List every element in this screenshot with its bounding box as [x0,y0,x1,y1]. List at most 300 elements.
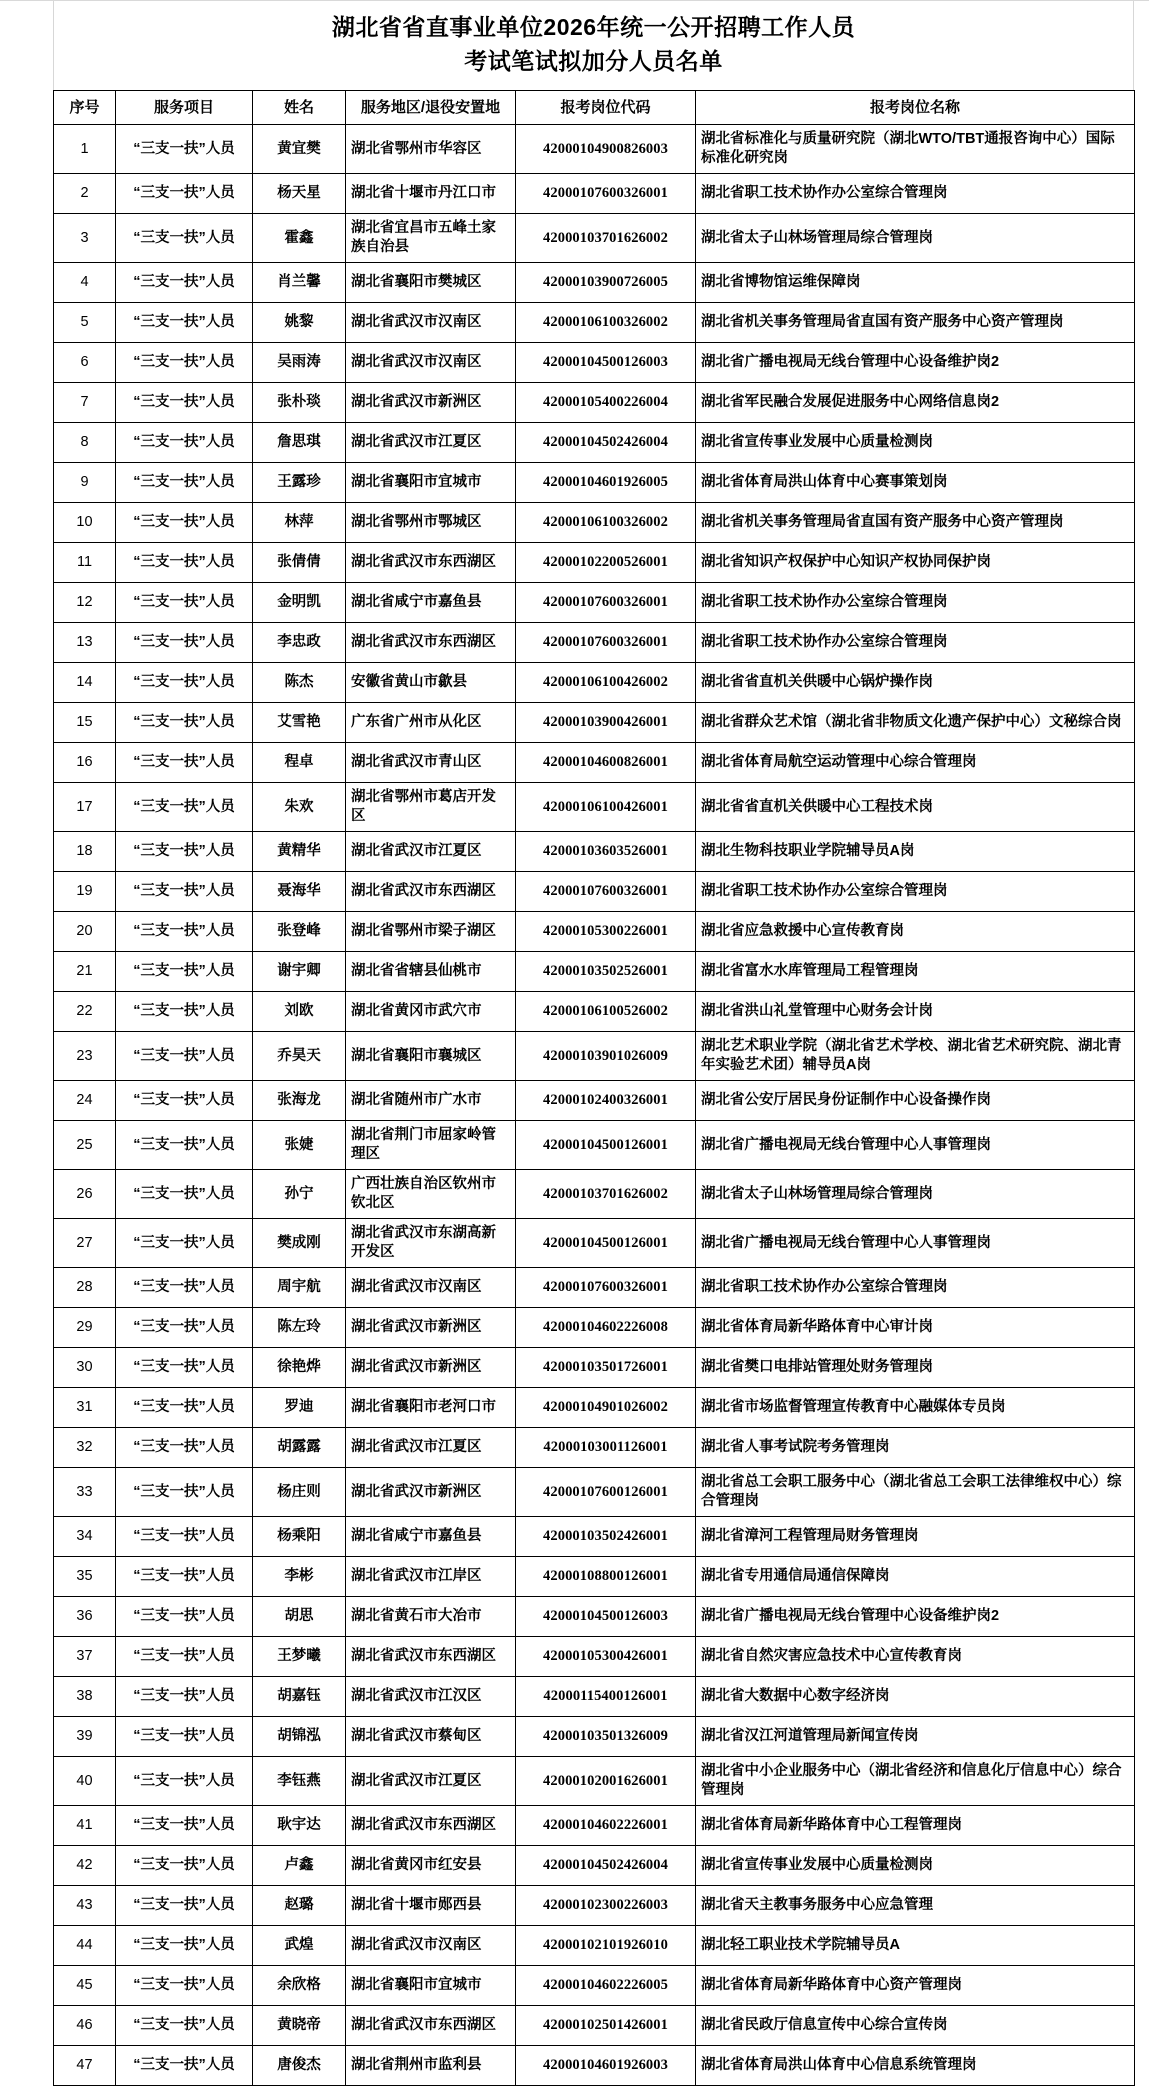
cell-region: 湖北省武汉市江夏区 [346,832,516,872]
table-row [54,703,1135,743]
cell-post: 湖北省省直机关供暖中心工程技术岗 [696,783,1135,832]
cell-region: 湖北省武汉市新洲区 [346,1348,516,1388]
cell-name: 陈左玲 [253,1308,346,1348]
cell-post: 湖北省广播电视局无线台管理中心人事管理岗 [696,1219,1135,1268]
column-header-program: 服务项目 [116,91,253,125]
table-row [54,872,1135,912]
cell-post: 湖北省职工技术协作办公室综合管理岗 [696,583,1135,623]
cell-index: 37 [54,1637,116,1677]
table-row [54,832,1135,872]
cell-region: 广西壮族自治区钦州市钦北区 [346,1170,516,1219]
cell-post: 湖北省民政厅信息宣传中心综合宣传岗 [696,2006,1135,2046]
cell-code: 42000106100326002 [516,303,696,343]
cell-name: 姚黎 [253,303,346,343]
cell-region: 湖北省武汉市东西湖区 [346,623,516,663]
cell-program: “三支一扶”人员 [116,1032,253,1081]
cell-post: 湖北省机关事务管理局省直国有资产服务中心资产管理岗 [696,303,1135,343]
cell-program: “三支一扶”人员 [116,832,253,872]
cell-program: “三支一扶”人员 [116,2046,253,2086]
table-row [54,1597,1135,1637]
cell-index: 33 [54,1468,116,1517]
cell-index: 38 [54,1677,116,1717]
cell-post: 湖北省洪山礼堂管理中心财务会计岗 [696,992,1135,1032]
cell-program: “三支一扶”人员 [116,1557,253,1597]
cell-program: “三支一扶”人员 [116,743,253,783]
cell-code: 42000104602226008 [516,1308,696,1348]
cell-program: “三支一扶”人员 [116,1348,253,1388]
cell-program: “三支一扶”人员 [116,1806,253,1846]
table-row [54,952,1135,992]
table-row [54,1637,1135,1677]
cell-program: “三支一扶”人员 [116,872,253,912]
cell-index: 9 [54,463,116,503]
cell-index: 25 [54,1121,116,1170]
cell-post: 湖北省专用通信局通信保障岗 [696,1557,1135,1597]
cell-post: 湖北省广播电视局无线台管理中心设备维护岗2 [696,343,1135,383]
cell-code: 42000104502426004 [516,1846,696,1886]
cell-code: 42000103901026009 [516,1032,696,1081]
cell-code: 42000104500126003 [516,1597,696,1637]
cell-program: “三支一扶”人员 [116,1308,253,1348]
table-row [54,1308,1135,1348]
cell-name: 李钰燕 [253,1757,346,1806]
cell-program: “三支一扶”人员 [116,174,253,214]
cell-program: “三支一扶”人员 [116,663,253,703]
cell-program: “三支一扶”人员 [116,1966,253,2006]
cell-code: 42000102300226003 [516,1886,696,1926]
cell-name: 杨乘阳 [253,1517,346,1557]
cell-post: 湖北省漳河工程管理局财务管理岗 [696,1517,1135,1557]
cell-code: 42000107600326001 [516,872,696,912]
page-title-line-2: 考试笔试拟加分人员名单 [464,48,723,74]
table-row [54,2006,1135,2046]
cell-program: “三支一扶”人员 [116,303,253,343]
table-row [54,1032,1135,1081]
cell-region: 湖北省武汉市江岸区 [346,1557,516,1597]
cell-program: “三支一扶”人员 [116,2006,253,2046]
table-row [54,1886,1135,1926]
table-row [54,1677,1135,1717]
cell-region: 湖北省黄石市大冶市 [346,1597,516,1637]
cell-post: 湖北省公安厅居民身份证制作中心设备操作岗 [696,1081,1135,1121]
cell-code: 42000105300226001 [516,912,696,952]
table-row [54,303,1135,343]
cell-program: “三支一扶”人员 [116,1268,253,1308]
cell-name: 肖兰馨 [253,263,346,303]
cell-program: “三支一扶”人员 [116,543,253,583]
cell-post: 湖北省军民融合发展促进服务中心网络信息岗2 [696,383,1135,423]
cell-code: 42000107600326001 [516,623,696,663]
column-header-name: 姓名 [253,91,346,125]
cell-index: 6 [54,343,116,383]
cell-program: “三支一扶”人员 [116,1637,253,1677]
cell-name: 林萍 [253,503,346,543]
table-row [54,214,1135,263]
cell-region: 湖北省襄阳市襄城区 [346,1032,516,1081]
cell-region: 湖北省宜昌市五峰土家族自治县 [346,214,516,263]
cell-index: 27 [54,1219,116,1268]
cell-code: 42000104500126001 [516,1219,696,1268]
cell-region: 湖北省荆州市监利县 [346,2046,516,2086]
cell-code: 42000107600326001 [516,174,696,214]
cell-name: 陈杰 [253,663,346,703]
cell-region: 湖北省武汉市汉南区 [346,303,516,343]
cell-post: 湖北省樊口电排站管理处财务管理岗 [696,1348,1135,1388]
cell-name: 胡露露 [253,1428,346,1468]
cell-region: 湖北省武汉市江夏区 [346,1428,516,1468]
cell-post: 湖北轻工职业技术学院辅导员A [696,1926,1135,1966]
cell-name: 王露珍 [253,463,346,503]
table-row [54,1557,1135,1597]
cell-name: 周宇航 [253,1268,346,1308]
cell-post: 湖北省广播电视局无线台管理中心人事管理岗 [696,1121,1135,1170]
cell-index: 1 [54,125,116,174]
cell-name: 谢宇卿 [253,952,346,992]
table-row [54,174,1135,214]
cell-code: 42000106100326002 [516,503,696,543]
cell-code: 42000104500126003 [516,343,696,383]
cell-region: 湖北省武汉市新洲区 [346,1308,516,1348]
cell-post: 湖北省广播电视局无线台管理中心设备维护岗2 [696,1597,1135,1637]
cell-name: 卢鑫 [253,1846,346,1886]
cell-code: 42000104901026002 [516,1388,696,1428]
cell-code: 42000106100426001 [516,783,696,832]
cell-region: 湖北省武汉市东湖高新开发区 [346,1219,516,1268]
cell-name: 张朴琰 [253,383,346,423]
cell-code: 42000108800126001 [516,1557,696,1597]
cell-region: 湖北省十堰市丹江口市 [346,174,516,214]
cell-code: 42000104500126001 [516,1121,696,1170]
cell-code: 42000103502526001 [516,952,696,992]
cell-post: 湖北省群众艺术馆（湖北省非物质文化遗产保护中心）文秘综合岗 [696,703,1135,743]
cell-region: 湖北省武汉市江夏区 [346,423,516,463]
cell-index: 32 [54,1428,116,1468]
cell-name: 胡锦泓 [253,1717,346,1757]
cell-index: 22 [54,992,116,1032]
top-rule-left [0,0,53,1]
cell-code: 42000103501726001 [516,1348,696,1388]
cell-region: 安徽省黄山市歙县 [346,663,516,703]
cell-index: 24 [54,1081,116,1121]
cell-region: 湖北省咸宁市嘉鱼县 [346,1517,516,1557]
cell-index: 2 [54,174,116,214]
table-header [54,91,1135,125]
cell-region: 湖北省鄂州市葛店开发区 [346,783,516,832]
cell-post: 湖北省自然灾害应急技术中心宣传教育岗 [696,1637,1135,1677]
cell-code: 42000107600326001 [516,1268,696,1308]
roster-table [53,90,1135,2086]
cell-name: 耿宇达 [253,1806,346,1846]
cell-name: 李忠政 [253,623,346,663]
cell-program: “三支一扶”人员 [116,1677,253,1717]
cell-code: 42000104600826001 [516,743,696,783]
cell-program: “三支一扶”人员 [116,263,253,303]
cell-name: 张倩倩 [253,543,346,583]
cell-index: 44 [54,1926,116,1966]
cell-program: “三支一扶”人员 [116,1717,253,1757]
column-header-region: 服务地区/退役安置地 [346,91,516,125]
cell-program: “三支一扶”人员 [116,423,253,463]
cell-post: 湖北省大数据中心数字经济岗 [696,1677,1135,1717]
cell-region: 湖北省咸宁市嘉鱼县 [346,583,516,623]
table-row [54,383,1135,423]
cell-region: 湖北省武汉市江夏区 [346,1757,516,1806]
cell-name: 樊成刚 [253,1219,346,1268]
cell-code: 42000115400126001 [516,1677,696,1717]
cell-code: 42000103701626002 [516,214,696,263]
table-row [54,423,1135,463]
cell-name: 李彬 [253,1557,346,1597]
cell-program: “三支一扶”人员 [116,1926,253,1966]
cell-region: 湖北省襄阳市宜城市 [346,1966,516,2006]
cell-index: 26 [54,1170,116,1219]
cell-code: 42000103001126001 [516,1428,696,1468]
table-row [54,1428,1135,1468]
cell-name: 金明凯 [253,583,346,623]
table-row [54,1846,1135,1886]
cell-code: 42000103502426001 [516,1517,696,1557]
cell-program: “三支一扶”人员 [116,583,253,623]
cell-program: “三支一扶”人员 [116,1388,253,1428]
cell-post: 湖北省体育局新华路体育中心审计岗 [696,1308,1135,1348]
table-row [54,343,1135,383]
cell-code: 42000102200526001 [516,543,696,583]
cell-post: 湖北省富水水库管理局工程管理岗 [696,952,1135,992]
cell-program: “三支一扶”人员 [116,1428,253,1468]
document-title-block [53,0,1134,90]
cell-region: 湖北省武汉市新洲区 [346,1468,516,1517]
cell-index: 39 [54,1717,116,1757]
table-row [54,663,1135,703]
cell-region: 湖北省武汉市东西湖区 [346,543,516,583]
table-row [54,503,1135,543]
cell-name: 余欣格 [253,1966,346,2006]
cell-region: 湖北省武汉市东西湖区 [346,1806,516,1846]
cell-program: “三支一扶”人员 [116,912,253,952]
cell-post: 湖北省应急救援中心宣传教育岗 [696,912,1135,952]
table-row [54,743,1135,783]
cell-post: 湖北省体育局洪山体育中心赛事策划岗 [696,463,1135,503]
cell-program: “三支一扶”人员 [116,214,253,263]
cell-code: 42000102400326001 [516,1081,696,1121]
cell-region: 湖北省省辖县仙桃市 [346,952,516,992]
cell-post: 湖北省机关事务管理局省直国有资产服务中心资产管理岗 [696,503,1135,543]
cell-index: 17 [54,783,116,832]
cell-index: 20 [54,912,116,952]
cell-post: 湖北省汉江河道管理局新闻宣传岗 [696,1717,1135,1757]
cell-post: 湖北省体育局新华路体育中心资产管理岗 [696,1966,1135,2006]
cell-region: 湖北省武汉市青山区 [346,743,516,783]
cell-code: 42000104602226001 [516,1806,696,1846]
table-row [54,1966,1135,2006]
cell-region: 湖北省襄阳市宜城市 [346,463,516,503]
cell-program: “三支一扶”人员 [116,1121,253,1170]
cell-index: 42 [54,1846,116,1886]
table-row [54,463,1135,503]
cell-code: 42000102501426001 [516,2006,696,2046]
cell-name: 乔昊天 [253,1032,346,1081]
cell-program: “三支一扶”人员 [116,503,253,543]
table-row [54,1517,1135,1557]
cell-region: 湖北省鄂州市华容区 [346,125,516,174]
cell-name: 徐艳烨 [253,1348,346,1388]
cell-post: 湖北省太子山林场管理局综合管理岗 [696,1170,1135,1219]
cell-post: 湖北省总工会职工服务中心（湖北省总工会职工法律维权中心）综合管理岗 [696,1468,1135,1517]
cell-code: 42000107600126001 [516,1468,696,1517]
cell-region: 湖北省武汉市蔡甸区 [346,1717,516,1757]
cell-post: 湖北省宣传事业发展中心质量检测岗 [696,1846,1135,1886]
cell-index: 47 [54,2046,116,2086]
cell-program: “三支一扶”人员 [116,383,253,423]
cell-code: 42000103603526001 [516,832,696,872]
table-row [54,125,1135,174]
cell-code: 42000107600326001 [516,583,696,623]
cell-region: 湖北省十堰市郧西县 [346,1886,516,1926]
table-row [54,783,1135,832]
cell-code: 42000104601926005 [516,463,696,503]
cell-name: 赵璐 [253,1886,346,1926]
cell-name: 詹思琪 [253,423,346,463]
table-row [54,1348,1135,1388]
cell-name: 张婕 [253,1121,346,1170]
cell-program: “三支一扶”人员 [116,1886,253,1926]
cell-name: 杨庄则 [253,1468,346,1517]
cell-index: 11 [54,543,116,583]
cell-code: 42000104502426004 [516,423,696,463]
cell-index: 16 [54,743,116,783]
cell-index: 31 [54,1388,116,1428]
cell-name: 聂海华 [253,872,346,912]
column-header-index: 序号 [54,91,116,125]
cell-name: 王梦曦 [253,1637,346,1677]
cell-post: 湖北省职工技术协作办公室综合管理岗 [696,623,1135,663]
cell-index: 43 [54,1886,116,1926]
cell-region: 湖北省鄂州市梁子湖区 [346,912,516,952]
cell-region: 湖北省武汉市东西湖区 [346,1637,516,1677]
cell-post: 湖北省博物馆运维保障岗 [696,263,1135,303]
cell-program: “三支一扶”人员 [116,1170,253,1219]
cell-name: 胡嘉钰 [253,1677,346,1717]
table-row [54,1806,1135,1846]
cell-post: 湖北省宣传事业发展中心质量检测岗 [696,423,1135,463]
cell-region: 湖北省黄冈市武穴市 [346,992,516,1032]
table-row [54,1717,1135,1757]
cell-program: “三支一扶”人员 [116,1846,253,1886]
cell-region: 湖北省武汉市东西湖区 [346,872,516,912]
cell-program: “三支一扶”人员 [116,343,253,383]
cell-region: 湖北省武汉市汉南区 [346,343,516,383]
cell-index: 35 [54,1557,116,1597]
table-row [54,1170,1135,1219]
table-row [54,583,1135,623]
cell-program: “三支一扶”人员 [116,1517,253,1557]
cell-name: 胡思 [253,1597,346,1637]
cell-post: 湖北省人事考试院考务管理岗 [696,1428,1135,1468]
cell-program: “三支一扶”人员 [116,463,253,503]
cell-program: “三支一扶”人员 [116,1597,253,1637]
table-row [54,912,1135,952]
cell-region: 湖北省武汉市汉南区 [346,1926,516,1966]
table-header-row [54,91,1135,125]
cell-code: 42000105400226004 [516,383,696,423]
cell-code: 42000106100526002 [516,992,696,1032]
cell-code: 42000102101926010 [516,1926,696,1966]
cell-region: 湖北省随州市广水市 [346,1081,516,1121]
cell-code: 42000103501326009 [516,1717,696,1757]
cell-index: 3 [54,214,116,263]
cell-index: 40 [54,1757,116,1806]
cell-index: 29 [54,1308,116,1348]
cell-index: 45 [54,1966,116,2006]
cell-name: 杨天星 [253,174,346,214]
table-row [54,263,1135,303]
cell-index: 5 [54,303,116,343]
cell-post: 湖北生物科技职业学院辅导员A岗 [696,832,1135,872]
cell-post: 湖北省体育局航空运动管理中心综合管理岗 [696,743,1135,783]
cell-index: 30 [54,1348,116,1388]
cell-post: 湖北省职工技术协作办公室综合管理岗 [696,174,1135,214]
cell-post: 湖北省体育局洪山体育中心信息系统管理岗 [696,2046,1135,2086]
cell-program: “三支一扶”人员 [116,1468,253,1517]
cell-post: 湖北省职工技术协作办公室综合管理岗 [696,872,1135,912]
cell-program: “三支一扶”人员 [116,952,253,992]
cell-post: 湖北省市场监督管理宣传教育中心融媒体专员岗 [696,1388,1135,1428]
cell-name: 霍鑫 [253,214,346,263]
cell-index: 12 [54,583,116,623]
cell-index: 41 [54,1806,116,1846]
cell-name: 张海龙 [253,1081,346,1121]
table-row [54,1757,1135,1806]
cell-region: 广东省广州市从化区 [346,703,516,743]
cell-post: 湖北省中小企业服务中心（湖北省经济和信息化厅信息中心）综合管理岗 [696,1757,1135,1806]
cell-name: 黄精华 [253,832,346,872]
cell-code: 42000106100426002 [516,663,696,703]
cell-program: “三支一扶”人员 [116,623,253,663]
cell-program: “三支一扶”人员 [116,1081,253,1121]
cell-name: 黄宜樊 [253,125,346,174]
page-title-line-1: 湖北省省直事业单位2026年统一公开招聘工作人员 [331,14,856,40]
cell-index: 15 [54,703,116,743]
cell-name: 唐俊杰 [253,2046,346,2086]
cell-program: “三支一扶”人员 [116,992,253,1032]
table-body [54,125,1135,2086]
cell-program: “三支一扶”人员 [116,1219,253,1268]
cell-post: 湖北省太子山林场管理局综合管理岗 [696,214,1135,263]
cell-name: 黄晓帝 [253,2006,346,2046]
table-row [54,623,1135,663]
cell-index: 13 [54,623,116,663]
cell-index: 8 [54,423,116,463]
cell-index: 23 [54,1032,116,1081]
cell-index: 21 [54,952,116,992]
cell-index: 18 [54,832,116,872]
cell-program: “三支一扶”人员 [116,1757,253,1806]
cell-index: 7 [54,383,116,423]
cell-name: 刘欧 [253,992,346,1032]
cell-name: 吴雨涛 [253,343,346,383]
cell-region: 湖北省襄阳市樊城区 [346,263,516,303]
table-row [54,2046,1135,2086]
cell-code: 42000104601926003 [516,2046,696,2086]
table-row [54,1388,1135,1428]
cell-post: 湖北省省直机关供暖中心锅炉操作岗 [696,663,1135,703]
cell-post: 湖北省知识产权保护中心知识产权协同保护岗 [696,543,1135,583]
cell-code: 42000104900826003 [516,125,696,174]
cell-code: 42000103900426001 [516,703,696,743]
cell-index: 34 [54,1517,116,1557]
cell-name: 武煌 [253,1926,346,1966]
cell-program: “三支一扶”人员 [116,783,253,832]
